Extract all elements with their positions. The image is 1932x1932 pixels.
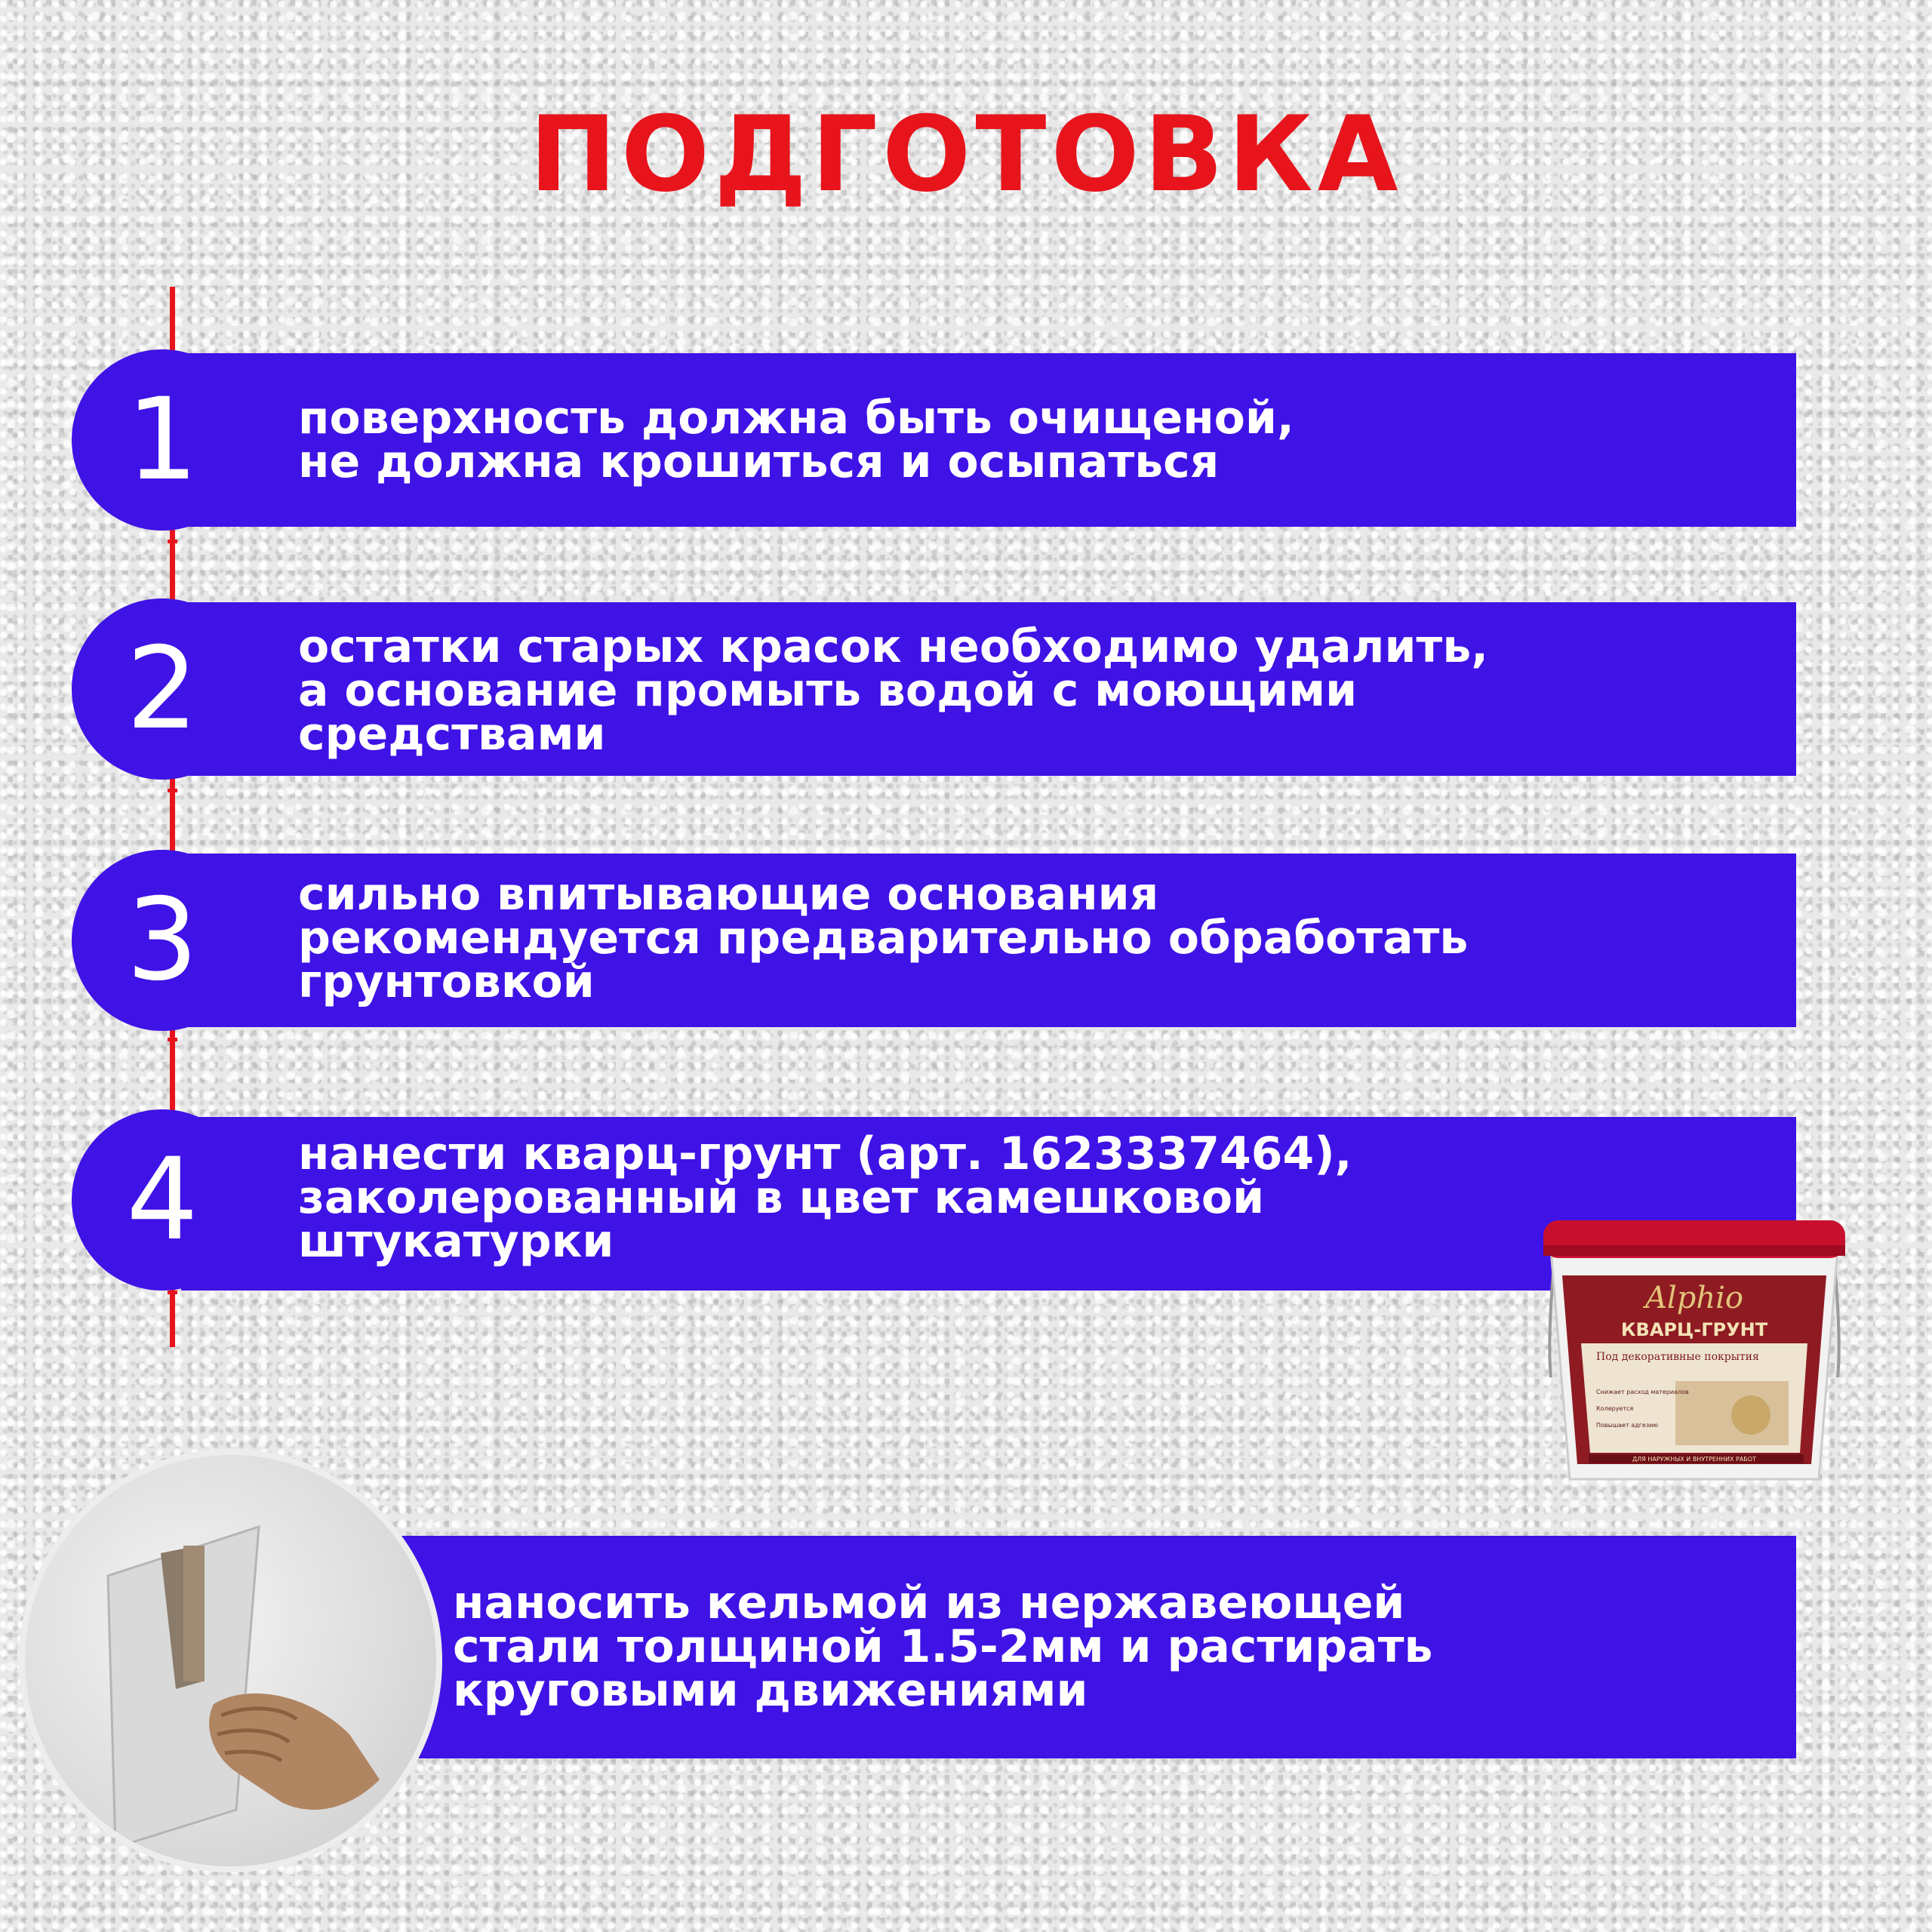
step-text-line: штукатурки [298,1215,614,1268]
step-text-line: нанести кварц-грунт (арт. 1623337464), [298,1128,1352,1180]
step-number-badge: 4 [72,1109,253,1291]
step-text [298,392,1785,488]
step-number-badge: 1 [72,349,253,531]
tip-text-line: круговыми движениями [453,1664,1088,1717]
step-text-line: поверхность должна быть очищеной, [298,392,1294,445]
timeline-tick [168,1291,177,1294]
step-text [298,868,1785,1008]
timeline-tick [168,789,177,792]
bucket-product-image [1521,1204,1868,1491]
product-feature: Повышает адгезию [1596,1422,1659,1429]
product-footer: ДЛЯ НАРУЖНЫХ И ВНУТРЕННИХ РАБОТ [1632,1456,1756,1463]
step-text-line: средствами [298,708,606,761]
trowel-hand-illustration [25,1455,436,1866]
step-text-line: а основание промыть водой с моющими [298,664,1358,717]
step-text-line: сильно впитывающие основания [298,868,1159,921]
trowel-photo [19,1449,442,1872]
product-subtitle: Под декоративные покрытия [1596,1351,1759,1363]
timeline-tick [168,540,177,543]
page-title: ПОДГОТОВКА [529,94,1403,215]
step-text-line: остатки старых красок необходимо удалить, [298,620,1489,673]
timeline-tick [168,1038,177,1041]
step-text [298,620,1785,761]
step-number-badge: 3 [72,850,253,1031]
application-tip-text [453,1577,1789,1717]
product-name: КВАРЦ-ГРУНТ [1620,1319,1768,1340]
product-feature: Колеруется [1596,1405,1634,1412]
step-text-line: рекомендуется предварительно обработать [298,912,1469,964]
step-number-badge: 2 [72,598,253,780]
product-feature: Снижает расход материалов [1596,1389,1689,1395]
step-text-line: не должна крошиться и осыпаться [298,435,1220,488]
product-brand: Alphio [1645,1281,1743,1315]
step-text-line: заколерованный в цвет камешковой [298,1171,1265,1224]
tip-text-line: наносить кельмой из нержавеющей [453,1577,1405,1629]
tip-text-line: стали толщиной 1.5-2мм и растирать [453,1620,1433,1673]
step-text-line: грунтовкой [298,955,595,1008]
